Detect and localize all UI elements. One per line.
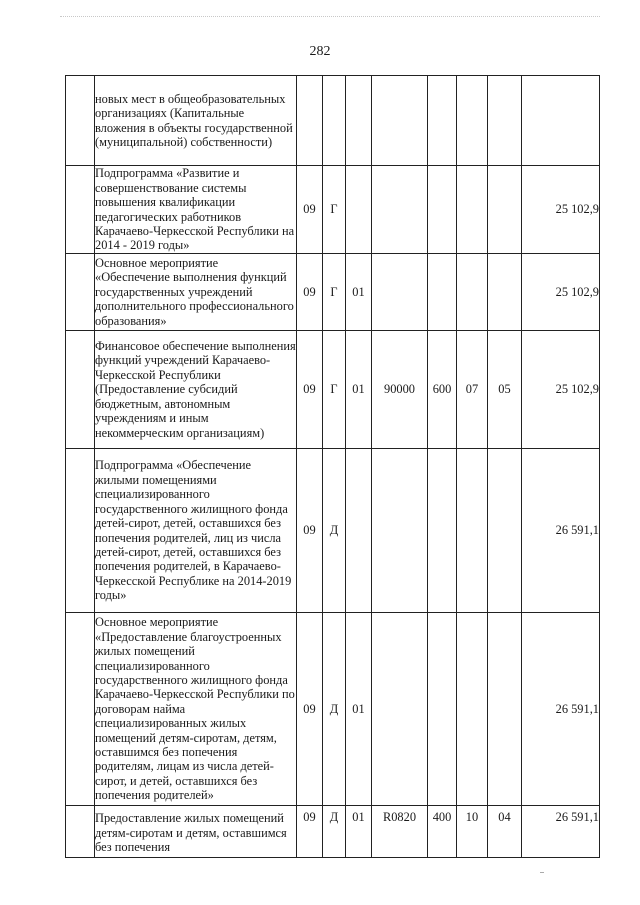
- subprogram-code-cell: [323, 76, 346, 166]
- item-name-cell: [95, 613, 297, 806]
- row-number-cell: [66, 254, 95, 331]
- direction-code-cell: [372, 166, 428, 254]
- item-name: новых мест в общеобразовательных организациях (Капитальные вложения в объекты государственной (муниципальной) собственности): [95, 91, 293, 149]
- expense-type-cell: 400: [428, 806, 457, 858]
- section-cell: [457, 613, 488, 806]
- table-row: [66, 806, 600, 858]
- subsection-cell: [488, 76, 522, 166]
- amount-cell: 25 102,9: [522, 166, 600, 254]
- item-name-cell: [95, 331, 297, 449]
- section-cell: 10: [457, 806, 488, 858]
- program-code-cell: 09: [297, 331, 323, 449]
- subprogram-code-cell: Г: [323, 166, 346, 254]
- amount-cell: 26 591,1: [522, 449, 600, 613]
- program-code-cell: 09: [297, 806, 323, 858]
- section-cell: [457, 254, 488, 331]
- table-row: [66, 613, 600, 806]
- program-code-cell: 09: [297, 166, 323, 254]
- subprogram-code-cell: Д: [323, 449, 346, 613]
- main-activity-code-cell: [346, 449, 372, 613]
- expense-type-cell: 600: [428, 331, 457, 449]
- row-number-cell: [66, 806, 95, 858]
- amount-cell: 26 591,1: [522, 613, 600, 806]
- main-activity-code-cell: 01: [346, 331, 372, 449]
- subprogram-code-cell: Г: [323, 331, 346, 449]
- subsection-cell: 05: [488, 331, 522, 449]
- direction-code-cell: 90000: [372, 331, 428, 449]
- item-name-cell: [95, 449, 297, 613]
- table-row: [66, 166, 600, 254]
- expense-type-cell: [428, 449, 457, 613]
- item-name: Основное мероприятие «Обеспечение выполнения функций государственных учреждений дополнительного профессионального образования»: [95, 255, 294, 328]
- amount-cell: [522, 76, 600, 166]
- item-name-cell: [95, 806, 297, 858]
- row-number-cell: [66, 166, 95, 254]
- subsection-cell: [488, 254, 522, 331]
- expense-type-cell: [428, 613, 457, 806]
- section-cell: [457, 76, 488, 166]
- amount-cell: 26 591,1: [522, 806, 600, 858]
- table-row: [66, 254, 600, 331]
- subsection-cell: [488, 166, 522, 254]
- direction-code-cell: [372, 76, 428, 166]
- direction-code-cell: [372, 254, 428, 331]
- subprogram-code-cell: Д: [323, 613, 346, 806]
- budget-table: [65, 75, 600, 858]
- table-row: [66, 76, 600, 166]
- section-cell: 07: [457, 331, 488, 449]
- scan-artifact: [60, 16, 600, 18]
- item-name: Основное мероприятие «Предоставление благоустроенных жилых помещений специализированного государственного жилищного фонда Карачаево-Черкесской Республики по договорам найма специализированных жилых помещений детям-сиротам, детям, оставшимся без попечения родителям, лицам из числа детей-сирот, и детей, оставшихся без попечения родителей»: [95, 615, 295, 803]
- program-code-cell: [297, 76, 323, 166]
- section-cell: [457, 166, 488, 254]
- item-name-cell: [95, 166, 297, 254]
- table-row: [66, 331, 600, 449]
- subsection-cell: [488, 613, 522, 806]
- item-name-cell: [95, 76, 297, 166]
- row-number-cell: [66, 76, 95, 166]
- main-activity-code-cell: 01: [346, 613, 372, 806]
- row-number-cell: [66, 613, 95, 806]
- program-code-cell: 09: [297, 449, 323, 613]
- item-name: Финансовое обеспечение выполнения функций учреждений Карачаево-Черкесской Республики (Предоставление субсидий бюджетным, автономным учреждениям и иным некоммерческим организациям): [95, 339, 296, 440]
- item-name: Предоставление жилых помещений детям-сиротам и детям, оставшимся без попечения: [95, 811, 287, 855]
- main-activity-code-cell: [346, 76, 372, 166]
- direction-code-cell: R0820: [372, 806, 428, 858]
- subprogram-code-cell: Д: [323, 806, 346, 858]
- table-row: [66, 449, 600, 613]
- main-activity-code-cell: 01: [346, 806, 372, 858]
- row-number-cell: [66, 449, 95, 613]
- subsection-cell: [488, 449, 522, 613]
- amount-cell: 25 102,9: [522, 254, 600, 331]
- row-number-cell: [66, 331, 95, 449]
- direction-code-cell: [372, 613, 428, 806]
- scan-artifact: [540, 872, 544, 873]
- item-name: Подпрограмма «Обеспечение жилыми помещениями специализированного государственного жилищного фонда детей-сирот, детей, оставшихся без попечения родителей, лиц из числа детей-сирот, детей, оставшихся без попечения родителей, в Карачаево-Черкесской Республике на 2014-2019 годы»: [95, 458, 292, 603]
- program-code-cell: 09: [297, 254, 323, 331]
- section-cell: [457, 449, 488, 613]
- expense-type-cell: [428, 254, 457, 331]
- direction-code-cell: [372, 449, 428, 613]
- page-number: 282: [309, 44, 331, 59]
- main-activity-code-cell: [346, 166, 372, 254]
- main-activity-code-cell: 01: [346, 254, 372, 331]
- item-name-cell: [95, 254, 297, 331]
- subsection-cell: 04: [488, 806, 522, 858]
- expense-type-cell: [428, 76, 457, 166]
- subprogram-code-cell: Г: [323, 254, 346, 331]
- amount-cell: 25 102,9: [522, 331, 600, 449]
- expense-type-cell: [428, 166, 457, 254]
- program-code-cell: 09: [297, 613, 323, 806]
- item-name: Подпрограмма «Развитие и совершенствование системы повышения квалификации педагогических работников Карачаево-Черкесской Республики на 2014 - 2019 годы»: [95, 166, 295, 253]
